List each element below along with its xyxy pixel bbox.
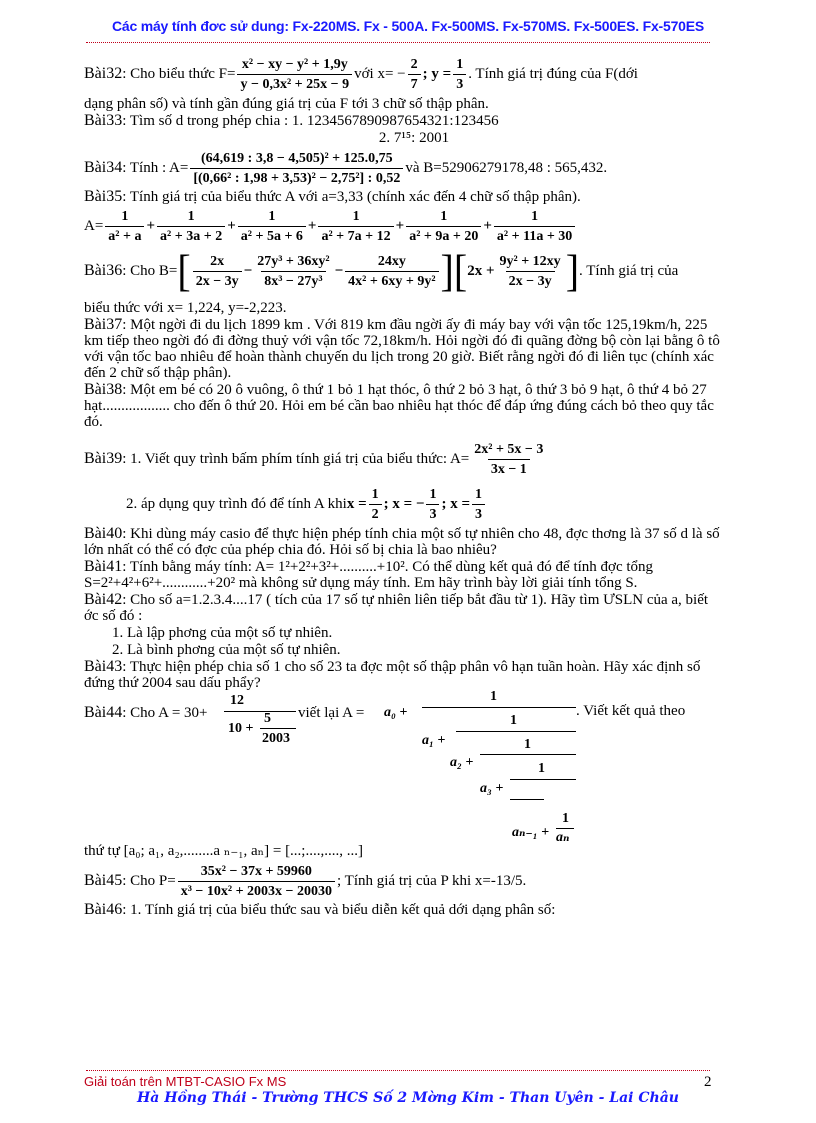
problem-36: Bài36 : Cho B= [ 2x 2x − 3y − $\frac{\text{27y³ + 36xy²}}{\text{8x³ − 27y³}}$ − $\frac{24xy}{\text{4x² + 6xy + 9y²}}$ ] [ 2x + $\frac{\text{9y² + 12xy}}{2x - 3y}$ ] . Tính giá trị của [84,245,679,296]
term-1: $\frac{1}{\text{a² + a}}$ [105,208,144,245]
problem-35: Bài35: Tính giá trị của biểu thức A với a=3,33 (chính xác đến 4 chữ số thập phân). [84,188,581,205]
document-body [84,52,724,919]
problem-36-line2: biểu thức với x= 1,224, y=-2,223. [84,300,287,316]
problem-39-part2: 2. áp dụng quy trình đó để tính A khi x = $\frac{1}{2}$ ; x = − $\frac{1}{3}$ ; x = $\frac{1}{3}$ [84,482,724,526]
problem-41: Bài41: Tính bằng máy tính: A= 1²+2²+3²+..........+10². Có thể dùng kết quả đó để tính đợc tổng S=2²+4²+6²+............+20² mà không sử dụng máy tính. Em hãy trình bày lời giải tính tổng S. [84,558,654,591]
footer-author: Hà Hồng Thái - Trường THCS Số 2 Mờng Kim - Than Uyên - Lai Châu [137,1090,679,1106]
term-2: $\frac{1}{\text{a² + 3a + 2}}$ [157,208,225,245]
problem-33: Bài33: Tìm số d trong phép chia : 1. 123456789098765​4321:123456 [84,112,499,129]
footer-divider [86,1070,710,1071]
problem-34: Bài34 : Tính : A= $\frac{\text{(64,619 : 3,8 − 4,505)² + 125.0,75}}{\text{[(0,66² : 1,98 + 3,53)² − 2,75²] : 0,52}}$ và B=52906279178,48 : 565,432. [84,150,608,186]
problem-label: Bài32 [84,65,123,82]
page-number: 2 [704,1074,712,1090]
problem-32: Bài32 : Cho biểu thức F= $\frac{\text{x² − xy − y² + 1,9y}}{\text{y − 0,3x² + 25x − 9}}$ với x= − $\frac{2}{7}$ ; y = $\frac{1}{3}$ . Tính giá trị đúng của F(dới [84,56,638,92]
term-5: $\frac{1}{\text{a² + 9a + 20}}$ [406,208,481,245]
problem-35-sum: A= $\frac{1}{\text{a² + a}}$ + $\frac{1}{\text{a² + 3a + 2}}$ + $\frac{1}{\text{a² + 5a + 6}}$ + $\frac{1}{\text{a² + 7a + 12}}$ + $\frac{1}{\text{a² + 9a + 20}}$ + $\frac{1}{\text{a² + 11a + 30}}$ [84,206,724,246]
term-3: $\frac{1}{\text{a² + 5a + 6}}$ [238,208,306,245]
problem-40: Bài40: Khi dùng máy casio để thực hiện phép tính chia một số tự nhiên cho 48, đợc thơng là 37 số d là số lớn nhất có thể có đợc của phép chia đó. Hỏi số bị chia là bao nhiêu? [84,525,720,558]
problem-37: Bài37: Một ngời đi du lịch 1899 km . Với 819 km đầu ngời ấy đi máy bay với vận tốc 125,19km/h, 225 km tiếp theo ngời đó đi đờng thuỷ với vận tốc 72,18km/h. Hỏi ngời đó đi quãng đờng bộ còn lại bằng ô tô với vận tốc bao nhiêu để hoàn thành chuyến du lịch trong 20 giờ. Biết rằng ngời đó đi liên tục (chính xác đến 2 chữ số thập phân). [84,316,720,381]
fraction-x: $\frac{2}{7}$ [408,56,421,93]
term-4: $\frac{1}{\text{a² + 7a + 12}}$ [318,208,393,245]
problem-44: Bài44: Cho A = 30+ 12 10 + 5 2003 viết lại A = a₀ + 1 . Viết kết quả theo a₁ + 1 a₂ + 1 a₃ + 1 aₙ₋₁ + 1 aₙ [84,689,686,845]
problem-33-line2: 2. 7¹⁵: 2001 [378,130,450,146]
fraction-F: $\frac{\text{x² − xy − y² + 1,9y}}{\text{y − 0,3x² + 25x − 9}}$ [237,56,352,93]
problem-39: Bài39 : 1. Viết quy trình bấm phím tính giá trị của biểu thức: A= $\frac{\text{2x² + 5x − 3}}{3x - 1}$ [84,441,544,477]
problem-38: Bài38: Một em bé có 20 ô vuông, ô thứ 1 bỏ 1 hạt thóc, ô thứ 2 bỏ 3 hạt, ô thứ 3 bỏ 9 hạt, ô thứ 4 bỏ 27 hạt.................. cho đến ô thứ 20. Hỏi em bé cần bao nhiêu hạt thóc để đáp ứng đúng cách bỏ theo quy tắc đó. [84,381,714,430]
term-6: $\frac{1}{\text{a² + 11a + 30}}$ [494,208,575,245]
footer-title: Giải toán trên MTBT-CASIO Fx MS [84,1074,287,1089]
list-item: 1. Là lập phơng của một số tự nhiên. [112,625,333,641]
page-header-title: Các máy tính đơc sử dung: Fx-220MS. Fx - 500A. Fx-500MS. Fx-570MS. Fx-500ES. Fx-570ES [111,18,705,34]
problem-46: Bài46: 1. Tính giá trị của biểu thức sau và biểu diễn kết quả dới dạng phân số: [84,901,556,918]
problem-42: Bài42: Cho số a=1.2.3.4....17 ( tích của 17 số tự nhiên liên tiếp bắt đầu từ 1). Hãy tìm ƯSLN của a, biết ớc số đó : [84,591,709,624]
fraction-y: $\frac{1}{3}$ [453,56,466,93]
problem-44-line2: thứ tự [a₀; a₁, a₂,........a ₙ₋₁, aₙ] = [...;....,...., ...] [84,843,363,859]
fraction-A: $\frac{\text{(64,619 : 3,8 − 4,505)² + 125.0,75}}{\text{[(0,66² : 1,98 + 3,53)² − 2,75²] : 0,52}}$ [190,150,403,187]
problem-45: Bài45 : Cho P= $\frac{\text{35x² − 37x + 59960}}{\text{x³ − 10x² + 2003x − 20030}}$ ; Tính giá trị của P khi x=-13/5. [84,863,527,899]
problem-32-line2: dạng phân số) và tính gần đúng giá trị của F tới 3 chữ số thập phân. [84,96,489,112]
list-item: 2. Là bình phơng của một số tự nhiên. [112,642,341,658]
problem-43: Bài43: Thực hiện phép chia số 1 cho số 23 ta đợc một số thập phân vô hạn tuần hoàn. Hãy xác định số đứng thứ 2004 sau dấu phẩy? [84,658,701,691]
header-divider [86,42,710,43]
